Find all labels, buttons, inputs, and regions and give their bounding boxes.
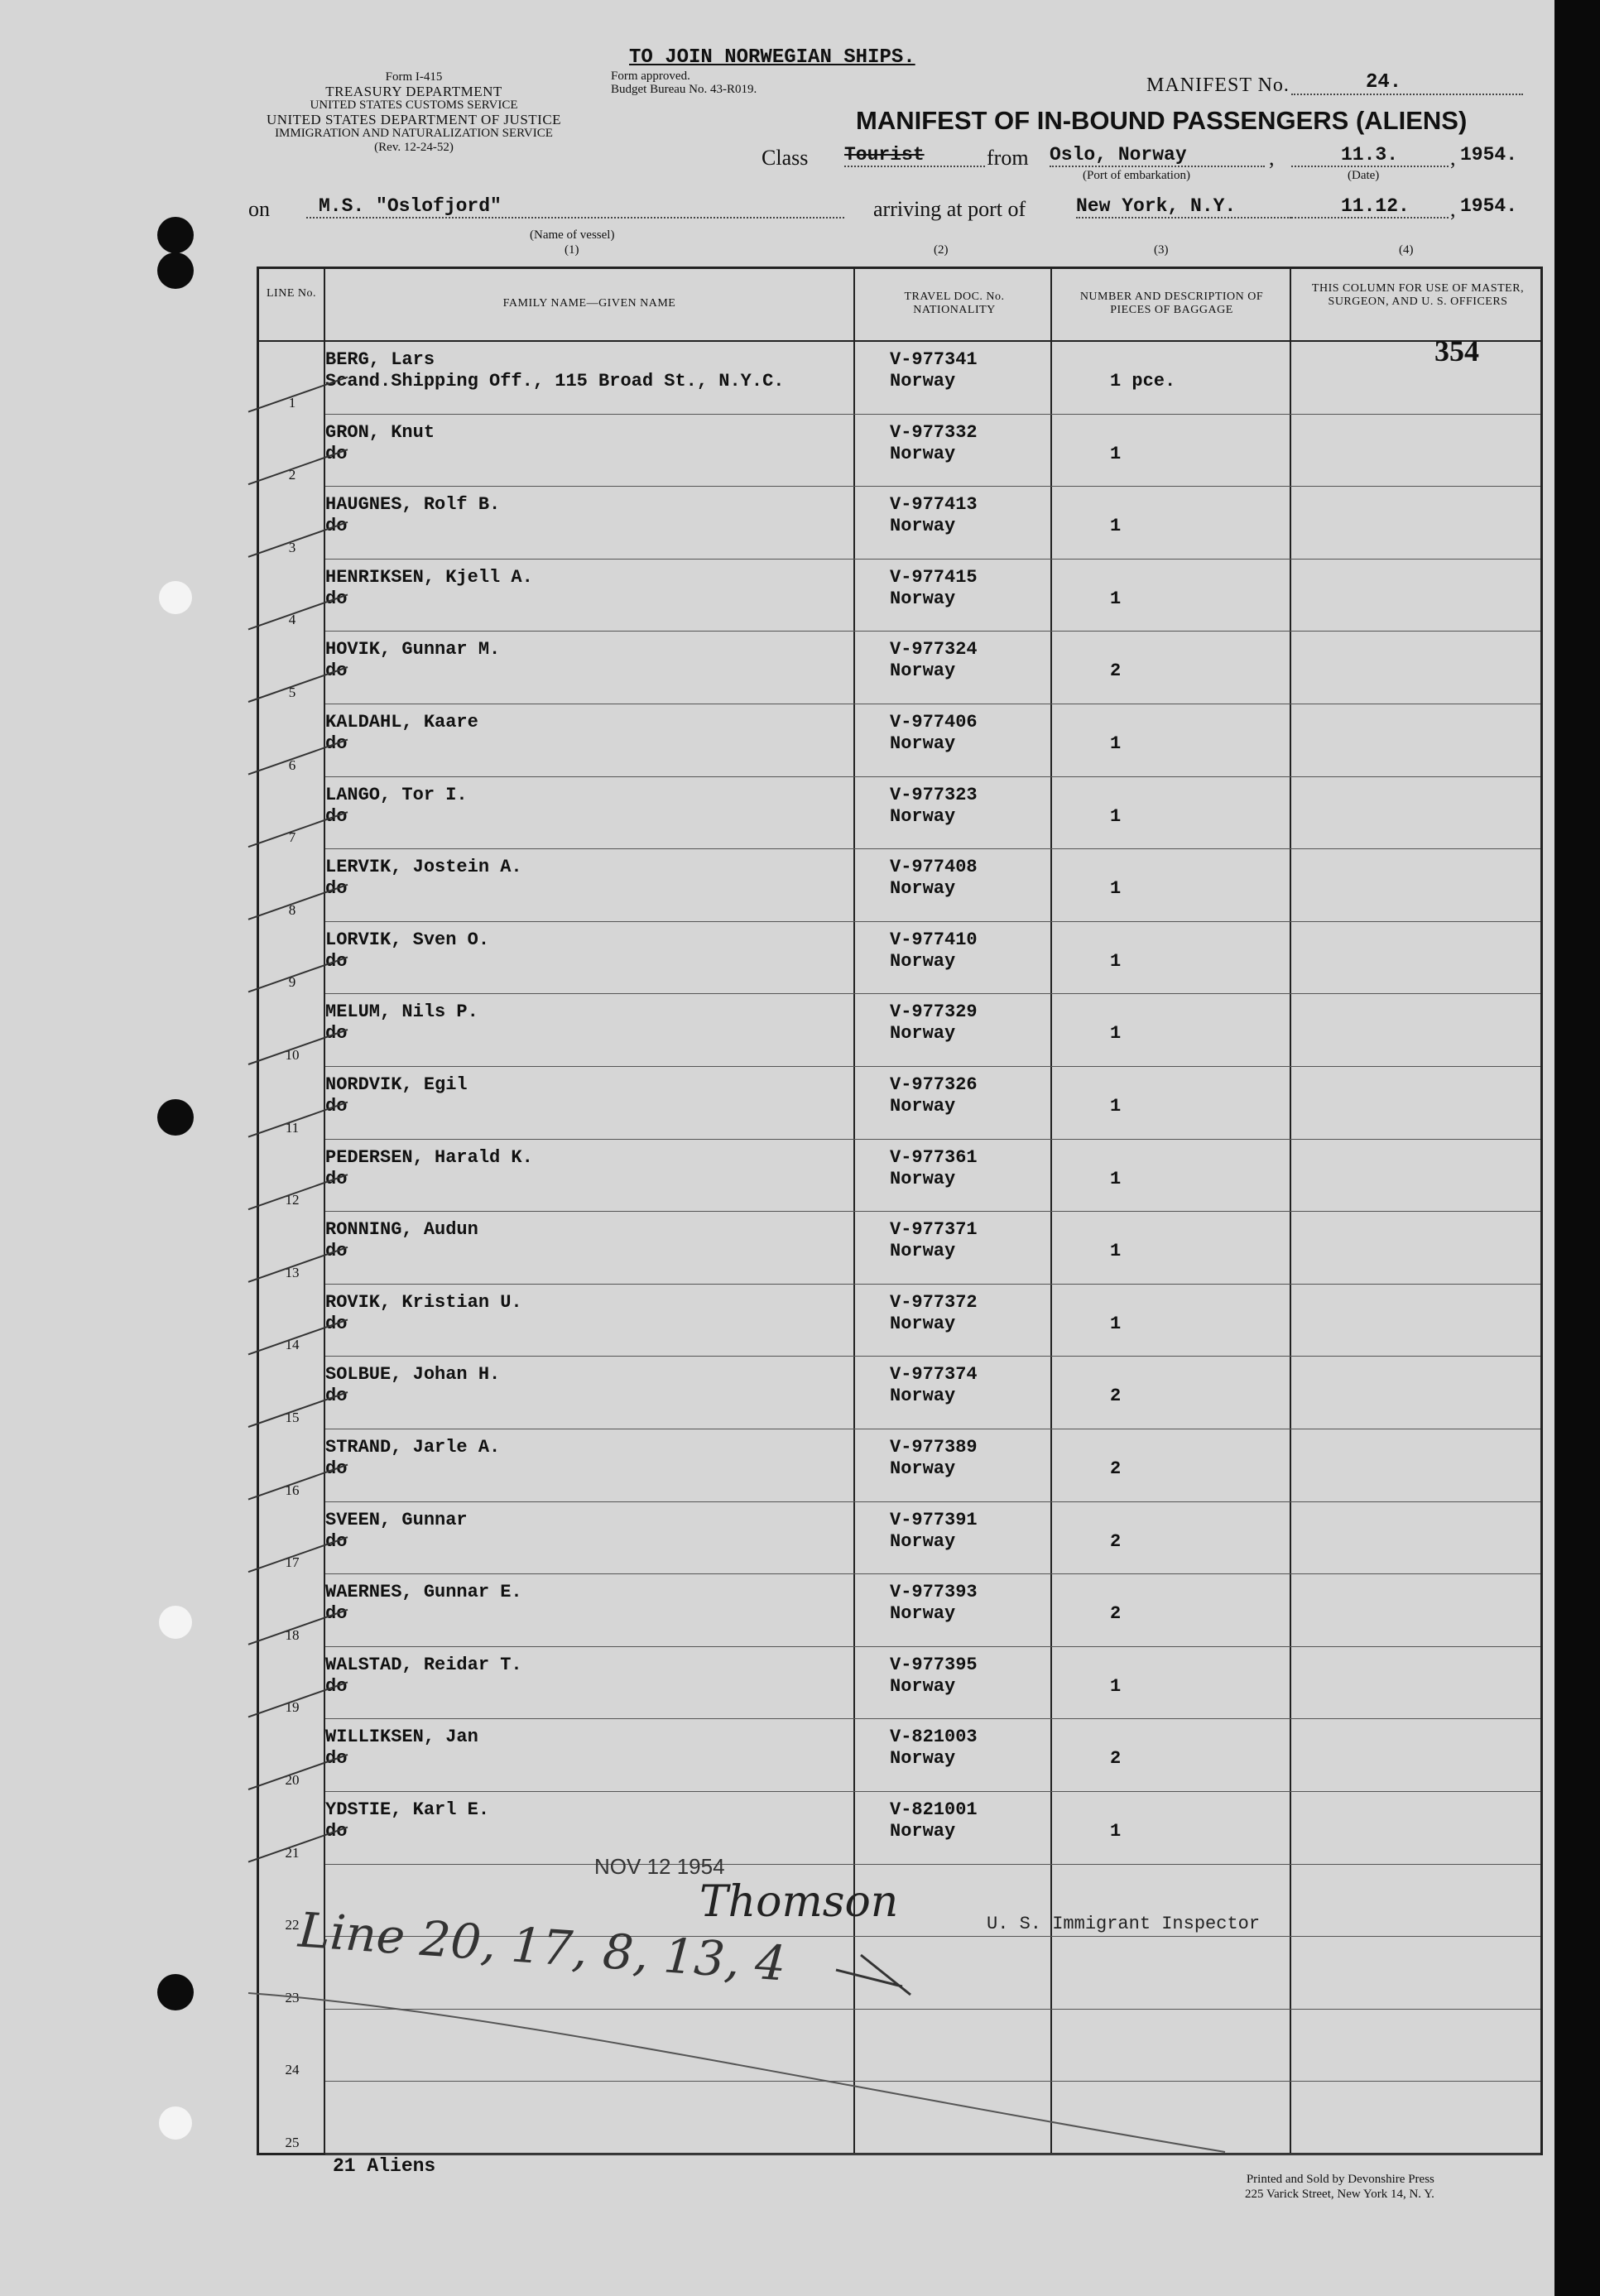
- manifest-no-value: 24.: [1291, 71, 1523, 95]
- nationality: Norway: [890, 1821, 956, 1842]
- baggage-pieces: 1: [1110, 878, 1122, 900]
- baggage-pieces: 2: [1110, 1603, 1122, 1625]
- passenger-name: WAERNES, Gunnar E.: [325, 1582, 522, 1603]
- passenger-name: WILLIKSEN, Jan: [325, 1727, 478, 1748]
- passenger-name: WALSTAD, Reidar T.: [325, 1654, 522, 1675]
- travel-doc-number: V-977341: [890, 349, 978, 370]
- passenger-address: do: [325, 443, 348, 464]
- budget-bureau: Budget Bureau No. 43-R019.: [611, 83, 757, 96]
- vessel-caption: (Name of vessel): [530, 228, 615, 242]
- passenger-address: do: [325, 878, 348, 900]
- travel-doc-number: V-977410: [890, 929, 978, 950]
- printer-line-2: 225 Varick Street, New York 14, N. Y.: [1245, 2188, 1434, 2201]
- passenger-name: MELUM, Nils P.: [325, 1001, 478, 1023]
- passenger-name: PEDERSEN, Harald K.: [325, 1146, 533, 1168]
- passenger-name: STRAND, Jarle A.: [325, 1437, 501, 1458]
- line-number: 1: [288, 394, 296, 411]
- header-travel-doc: TRAVEL DOC. No. NATIONALITY: [904, 291, 1005, 316]
- nationality: Norway: [890, 1603, 956, 1625]
- baggage-pieces: 2: [1110, 1530, 1122, 1552]
- travel-doc-number: V-977413: [890, 494, 978, 516]
- baggage-pieces: 2: [1110, 1386, 1122, 1407]
- passenger-name: LORVIK, Sven O.: [325, 929, 490, 950]
- class-label: Class: [762, 146, 809, 170]
- passenger-address: do: [325, 733, 348, 754]
- travel-doc-number: V-977332: [890, 421, 978, 443]
- line-number: 22: [285, 1917, 300, 1933]
- baggage-pieces: 2: [1110, 1458, 1122, 1479]
- passenger-name: KALDAHL, Kaare: [325, 712, 478, 733]
- class-value: Tourist: [844, 144, 985, 167]
- travel-doc-number: V-977329: [890, 1001, 978, 1023]
- passenger-name: HAUGNES, Rolf B.: [325, 494, 501, 516]
- vessel-name: M.S. "Oslofjord": [306, 195, 844, 219]
- baggage-pieces: 1: [1110, 1821, 1122, 1842]
- travel-doc-number: V-977391: [890, 1509, 978, 1530]
- embark-date: 11.3.: [1291, 144, 1449, 167]
- arrival-port: New York, N.Y.: [1076, 195, 1291, 219]
- header-name: FAMILY NAME—GIVEN NAME: [502, 297, 676, 310]
- passenger-name: HOVIK, Gunnar M.: [325, 639, 501, 660]
- line-number: 8: [288, 901, 296, 918]
- baggage-pieces: 1: [1110, 588, 1122, 609]
- port-caption: (Port of embarkation): [1083, 169, 1190, 182]
- passenger-address: do: [325, 1241, 348, 1262]
- nationality: Norway: [890, 950, 956, 972]
- passenger-address: do: [325, 1675, 348, 1697]
- line-number: 15: [285, 1409, 300, 1425]
- inspector-label: U. S. Immigrant Inspector: [987, 1914, 1261, 1934]
- nationality: Norway: [890, 443, 956, 464]
- passenger-name: SOLBUE, Johan H.: [325, 1364, 501, 1386]
- manifest-title: MANIFEST OF IN-BOUND PASSENGERS (ALIENS): [856, 106, 1468, 135]
- passenger-name: BERG, Lars: [325, 349, 435, 370]
- baggage-pieces: 2: [1110, 1748, 1122, 1770]
- travel-doc-number: V-977389: [890, 1437, 978, 1458]
- passenger-name: LANGO, Tor I.: [325, 784, 468, 805]
- nationality: Norway: [890, 660, 956, 682]
- passenger-address: do: [325, 1168, 348, 1189]
- passenger-address: do: [325, 1530, 348, 1552]
- passenger-name: ROVIK, Kristian U.: [325, 1291, 522, 1313]
- line-number: 21: [285, 1844, 300, 1861]
- line-number: 18: [285, 1626, 300, 1643]
- baggage-pieces: 1: [1110, 950, 1122, 972]
- line-number: 13: [285, 1264, 300, 1280]
- nationality: Norway: [890, 1530, 956, 1552]
- page-stamp-number: 354: [1434, 334, 1479, 367]
- nationality: Norway: [890, 805, 956, 827]
- passenger-address: do: [325, 1386, 348, 1407]
- nationality: Norway: [890, 1168, 956, 1189]
- travel-doc-number: V-821001: [890, 1799, 978, 1820]
- passenger-name: YDSTIE, Karl E.: [325, 1799, 490, 1820]
- header-baggage: NUMBER AND DESCRIPTION OF PIECES OF BAGGAGE: [1079, 291, 1264, 316]
- passenger-address: Scand.Shipping Off., 115 Broad St., N.Y.C.: [325, 371, 785, 391]
- nationality: Norway: [890, 733, 956, 754]
- port-of-embarkation: Oslo, Norway: [1050, 144, 1265, 167]
- embark-year: 1954.: [1460, 144, 1518, 166]
- baggage-pieces: 2: [1110, 660, 1122, 682]
- line-number: 7: [288, 829, 296, 846]
- nationality: Norway: [890, 1023, 956, 1045]
- dept-customs: UNITED STATES CUSTOMS SERVICE: [310, 98, 518, 112]
- baggage-pieces: 1: [1110, 805, 1122, 827]
- passenger-name: HENRIKSEN, Kjell A.: [325, 566, 533, 588]
- passenger-address: do: [325, 1458, 348, 1479]
- passenger-address: do: [325, 1023, 348, 1045]
- travel-doc-number: V-977326: [890, 1074, 978, 1095]
- col-num-4: (4): [1399, 243, 1414, 257]
- col-num-3: (3): [1154, 243, 1169, 257]
- passenger-address: do: [325, 1096, 348, 1117]
- printer-line-1: Printed and Sold by Devonshire Press: [1246, 2173, 1434, 2186]
- nationality: Norway: [890, 1386, 956, 1407]
- from-label: from: [987, 146, 1029, 170]
- passenger-name: NORDVIK, Egil: [325, 1074, 468, 1095]
- line-number: 11: [285, 1119, 300, 1136]
- travel-doc-number: V-977372: [890, 1291, 978, 1313]
- line-number: 17: [285, 1554, 300, 1571]
- baggage-pieces: 1: [1110, 1241, 1122, 1262]
- passenger-address: do: [325, 1821, 348, 1842]
- form-number: Form I-415: [385, 70, 443, 84]
- total-aliens: 21 Aliens: [333, 2155, 436, 2177]
- printer-block: [1245, 2172, 1434, 2202]
- dept-treasury: TREASURY DEPARTMENT: [325, 84, 502, 99]
- travel-doc-number: V-977415: [890, 566, 978, 588]
- header-line-no: LINE No.: [267, 287, 316, 300]
- baggage-pieces: 1: [1110, 1096, 1122, 1117]
- form-approved: Form approved.: [611, 70, 690, 83]
- travel-doc-number: V-977408: [890, 857, 978, 878]
- dept-ins: IMMIGRATION AND NATURALIZATION SERVICE: [275, 127, 553, 140]
- form-rev: (Rev. 12-24-52): [374, 141, 454, 154]
- col-num-1: (1): [565, 243, 579, 257]
- line-number: 16: [285, 1482, 300, 1498]
- nationality: Norway: [890, 371, 956, 391]
- baggage-pieces: 1: [1110, 1675, 1122, 1697]
- line-number: 25: [285, 2134, 300, 2150]
- baggage-pieces: 1: [1110, 733, 1122, 754]
- nationality: Norway: [890, 516, 956, 537]
- date-caption: (Date): [1348, 169, 1380, 182]
- arrival-year: 1954.: [1460, 195, 1518, 217]
- nationality: Norway: [890, 1241, 956, 1262]
- nationality: Norway: [890, 1748, 956, 1770]
- baggage-pieces: 1 pce.: [1110, 371, 1176, 391]
- baggage-pieces: 1: [1110, 1023, 1122, 1045]
- line-number: 2: [288, 467, 296, 483]
- inspector-signature: Thomson: [699, 1877, 899, 1927]
- line-number: 20: [285, 1771, 300, 1788]
- baggage-pieces: 1: [1110, 443, 1122, 464]
- passenger-address: do: [325, 660, 348, 682]
- col-num-2: (2): [934, 243, 949, 257]
- passenger-address: do: [325, 1748, 348, 1770]
- travel-doc-number: V-821003: [890, 1727, 978, 1748]
- passenger-address: do: [325, 1603, 348, 1625]
- passenger-address: do: [325, 588, 348, 609]
- passenger-name: SVEEN, Gunnar: [325, 1509, 468, 1530]
- nationality: Norway: [890, 878, 956, 900]
- passenger-name: LERVIK, Jostein A.: [325, 857, 522, 878]
- nationality: Norway: [890, 588, 956, 609]
- passenger-address: do: [325, 805, 348, 827]
- line-number: 14: [285, 1337, 300, 1353]
- arrival-date: 11.12.: [1291, 195, 1449, 219]
- line-number: 19: [285, 1699, 300, 1716]
- line-number: 24: [285, 2062, 300, 2078]
- line-number: 9: [288, 974, 296, 991]
- passenger-name: RONNING, Audun: [325, 1219, 478, 1241]
- baggage-pieces: 1: [1110, 516, 1122, 537]
- manifest-no-label: MANIFEST No.: [1146, 74, 1290, 96]
- travel-doc-number: V-977406: [890, 712, 978, 733]
- passenger-name: GRON, Knut: [325, 421, 435, 443]
- line-number: 3: [288, 539, 296, 555]
- nationality: Norway: [890, 1675, 956, 1697]
- inspection-date-stamp: NOV 12 1954: [594, 1854, 725, 1879]
- line-number: 4: [288, 612, 296, 628]
- line-number: 23: [285, 1989, 300, 2005]
- nationality: Norway: [890, 1096, 956, 1117]
- nationality: Norway: [890, 1458, 956, 1479]
- line-number: 5: [288, 684, 296, 700]
- travel-doc-number: V-977324: [890, 639, 978, 660]
- nationality: Norway: [890, 1313, 956, 1334]
- baggage-pieces: 1: [1110, 1168, 1122, 1189]
- travel-doc-number: V-977393: [890, 1582, 978, 1603]
- travel-doc-number: V-977395: [890, 1654, 978, 1675]
- baggage-pieces: 1: [1110, 1313, 1122, 1334]
- on-label: on: [248, 197, 270, 221]
- line-number: 6: [288, 757, 296, 773]
- manifest-page: TO JOIN NORWEGIAN SHIPS. Form I-415 TREASURY DEPARTMENT UNITED STATES CUSTOMS SERVICE UNITED STATES DEPARTMENT OF JUSTICE IMMIGRATION AND NATURALIZATION SERVICE (Rev. 12-24-52) Form approved. Budget Bureau No. 43-R019. MANIFEST No. 24. MANIFEST OF IN-BOUND PASSENGERS (ALIENS) Class Tourist from Oslo, Norway (Port of embarkation) , 11.3. (Date) , 1954. on M.S. "Oslofjord" (Name of vessel) (1) arriving at port of New York, N.Y. 11.12. , 1954. (2) (3) (4) LINE No. FAMILY NAME—GIVEN NAME TRAVEL DOC. No. NATIONALITY NUMBER AND DESCRIPTION OF PIECES OF BAGGAGE THIS COLUMN FOR USE OF MASTER, SURGEON, AND U. S. OFFICERS 354 1 BERG, Lars Scand.Shipping Off., 115 Broad St., N.Y.C. V-977341 Norway 1 pce. 2 GRON, Knut do V-977332 Norway 1 3 HAUGNES, Rolf B. do V-977413 Norway 1 4 HENRIKSEN, Kjell A. do V-977415 Norway 1 5 HOVIK, Gunnar M. do V-977324 Norway 2 6 KALDAHL, Kaare do V-977406 Norway 1 7 LANGO, Tor I. do V-977323 Norway 1 8 LERVIK, Jostein A. do V-977408 Norway 1 9 LORVIK, Sven O. do V-977410 Norway 1 10 MELUM, Nils P. do V-977329 Norway 1 11 NORDVIK, Egil do V-977326 Norway 1 12 PEDERSEN, Harald K. do V-977361 Norway 1 13 RONNING, Audun do V-977371 Norway 1 14 ROVIK, Kristian U. do V-977372 Norway 1 15 SOLBUE, Johan H. do V-977374 Norway 2 16 STRAND, Jarle A. do V-977389 Norway 2 17 SVEEN, Gunnar do V-977391 Norway 2 18 WAERNES, Gunnar E. do V-977393 Norway 2 19 WALSTAD, Reidar T. do V-977395 Norway 1 20 WILLIKSEN, Jan do V-821003 Norway 2 21 YDSTIE, Karl E. do V-821001 Norway 1 22 23 24 25 NOV 12 1954 Thomson U. S. Immigrant Inspector Line 20, 17, 8, 13, 4 21 Aliens Printed and Sold by Devonshire Press 225 Varick Street, New York 14, N. Y.: [0, 0, 1600, 2296]
- line-number: 12: [285, 1192, 300, 1208]
- travel-doc-number: V-977374: [890, 1364, 978, 1386]
- passenger-address: do: [325, 516, 348, 537]
- travel-doc-number: V-977371: [890, 1219, 978, 1241]
- header-officers-column: THIS COLUMN FOR USE OF MASTER, SURGEON, AND U. S. OFFICERS: [1311, 282, 1525, 308]
- handwritten-line-note: Line 20, 17, 8, 13, 4: [296, 1901, 788, 1992]
- passenger-address: do: [325, 1313, 348, 1334]
- arriving-label: arriving at port of: [873, 197, 1026, 221]
- travel-doc-number: V-977361: [890, 1146, 978, 1168]
- top-note: TO JOIN NORWEGIAN SHIPS.: [629, 46, 915, 69]
- passenger-address: do: [325, 950, 348, 972]
- line-number: 10: [285, 1046, 300, 1063]
- travel-doc-number: V-977323: [890, 784, 978, 805]
- dept-justice: UNITED STATES DEPARTMENT OF JUSTICE: [266, 112, 562, 127]
